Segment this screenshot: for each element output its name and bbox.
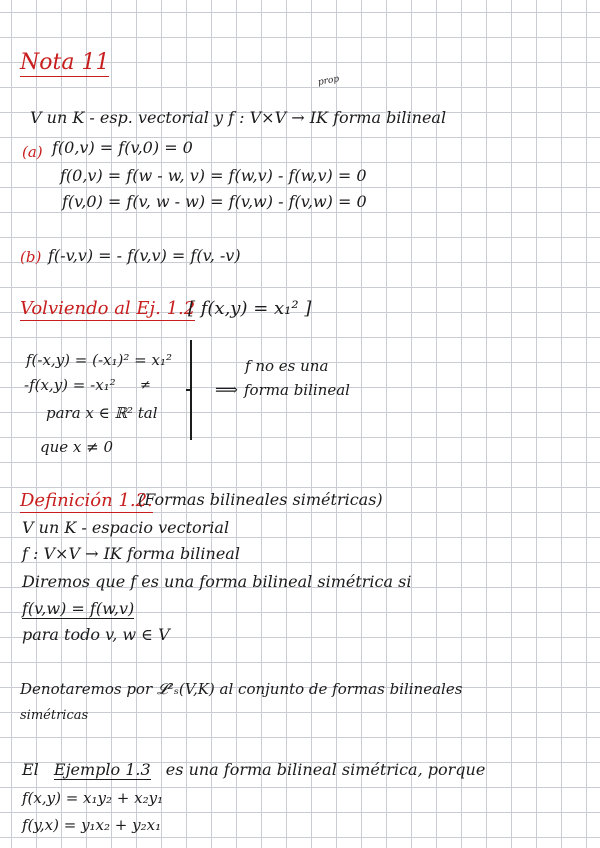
definition-line-3: Diremos que f es una forma bilineal simétrica si xyxy=(22,572,412,591)
section-heading: Volviendo al Ej. 1.2 xyxy=(20,298,196,319)
definition-subtitle: (Formas bilineales simétricas) xyxy=(138,490,383,509)
counterexample-line-1: f(-x,y) = (-x₁)² = x₁² xyxy=(26,351,172,369)
example13-link[interactable]: Ejemplo 1.3 xyxy=(53,760,151,779)
conclusion-line-2: forma bilineal xyxy=(244,381,350,399)
definition-line-1: V un K - espacio vectorial xyxy=(22,518,230,537)
note-title: Nota 11 xyxy=(20,50,110,75)
superscript-note: prop xyxy=(317,74,340,88)
item-a-proof-1: f(0,v) = f(w - w, v) = f(w,v) - f(w,v) = 0 xyxy=(60,166,367,185)
not-equal-sign: ≠ xyxy=(140,378,151,393)
conclusion-line-1: f no es una xyxy=(245,357,329,375)
definition-heading: Definición 1.2. xyxy=(20,490,153,511)
notation-line-1: Denotaremos por 𝓛²ₛ(V,K) al conjunto de formas bilineales xyxy=(20,680,463,698)
counterexample-line-3: para x ∈ ℝ² tal xyxy=(46,404,158,422)
counterexample-line-2: -f(x,y) = -x₁² xyxy=(24,376,116,394)
definition-line-5: para todo v, w ∈ V xyxy=(22,625,170,644)
example13-formula-1: f(x,y) = x₁y₂ + x₂y₁ xyxy=(22,789,164,807)
definition-line-4: f(v,w) = f(w,v) xyxy=(22,599,135,618)
counterexample-line-4: que x ≠ 0 xyxy=(40,438,114,456)
implies-arrow: ⟹ xyxy=(215,380,238,399)
example13-line xyxy=(22,760,485,780)
line-hypothesis: V un K - esp. vectorial y f : V×V → IK forma bilineal xyxy=(30,108,447,127)
item-b-label: (b) xyxy=(20,248,42,266)
notation-line-2: simétricas xyxy=(20,708,89,723)
example13-rest: es una forma bilineal simétrica, porque xyxy=(165,760,486,779)
item-a-statement: f(0,v) = f(v,0) = 0 xyxy=(52,138,193,157)
example13-formula-2: f(y,x) = y₁x₂ + y₂x₁ xyxy=(22,816,162,834)
example13-lead: El xyxy=(22,760,39,779)
item-a-proof-2: f(v,0) = f(v, w - w) = f(v,w) - f(v,w) = 0 xyxy=(62,192,367,211)
section-bracket: [ f(x,y) = x₁² ] xyxy=(188,298,312,319)
item-b-statement: f(-v,v) = - f(v,v) = f(v, -v) xyxy=(48,246,241,265)
item-a-label: (a) xyxy=(22,143,43,161)
definition-line-2: f : V×V → IK forma bilineal xyxy=(22,544,240,563)
brace-tip xyxy=(186,389,192,391)
